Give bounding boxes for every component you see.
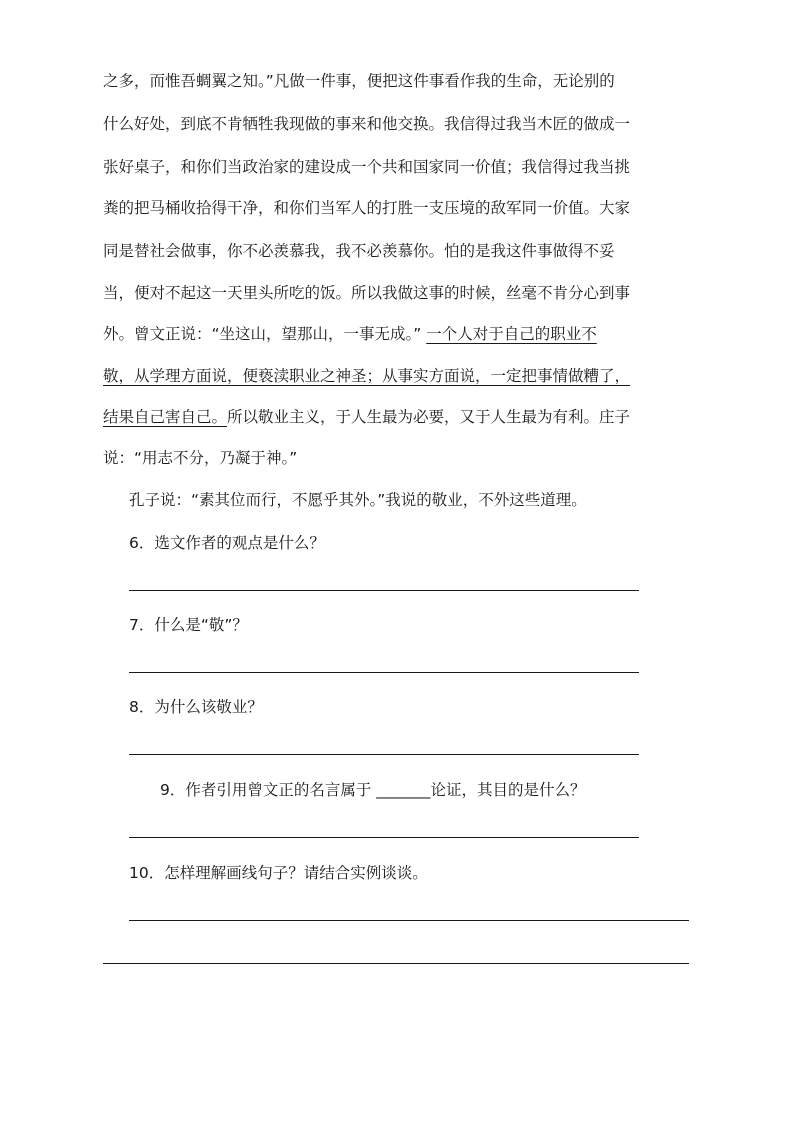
passage-line-7-plain: 外。曾文正说：“坐这山，望那山，一事无成。” — [103, 325, 427, 343]
answer-line-7[interactable] — [129, 672, 639, 673]
question-8: 8．为什么该敬业？ — [129, 698, 263, 716]
answer-line-10-a[interactable] — [129, 920, 689, 921]
question-9 — [160, 780, 586, 800]
passage-line-2: 什么好处，到底不肯牺牲我现做的事来和他交换。我信得过我当木匠的做成一 — [103, 115, 631, 133]
passage-line-6: 当，便对不起这一天里头所吃的饭。所以我做这事的时候，丝毫不肯分心到事 — [103, 284, 631, 302]
passage-line-10: 说：“用志不分，乃凝于神。” — [103, 449, 298, 467]
answer-line-6[interactable] — [129, 590, 639, 591]
passage-line-4: 粪的把马桶收拾得干净，和你们当军人的打胜一支压境的敌军同一价值。大家 — [103, 199, 631, 217]
passage-line-3: 张好桌子，和你们当政治家的建设成一个共和国家同一价值；我信得过我当挑 — [103, 158, 631, 176]
answer-line-8[interactable] — [129, 754, 639, 755]
passage-line-11: 孔子说：“素其位而行，不愿乎其外。”我说的敬业，不外这些道理。 — [129, 491, 587, 509]
question-9-text-after: 论证，其目的是什么？ — [430, 781, 586, 799]
passage-line-5: 同是替社会做事，你不必羡慕我，我不必羡慕你。怕的是我这件事做得不妥 — [103, 242, 615, 260]
passage-line-7 — [103, 324, 597, 344]
underlined-sentence-part-2: 敬，从学理方面说，便亵渎职业之神圣；从事实方面说，一定把事情做糟了， — [103, 367, 631, 385]
underlined-sentence-part-1: 一个人对于自己的职业不 — [426, 325, 597, 343]
passage-line-9-plain: 所以敬业主义，于人生最为必要，又于人生最为有利。庄子 — [227, 408, 631, 426]
answer-line-10-b[interactable] — [103, 963, 689, 964]
question-9-text-before: 9．作者引用曾文正的名言属于 — [160, 781, 377, 799]
question-6: 6．选文作者的观点是什么？ — [129, 534, 325, 552]
answer-line-9[interactable] — [129, 837, 639, 838]
question-10: 10．怎样理解画线句子？请结合实例谈谈。 — [129, 864, 428, 882]
underlined-sentence-part-3: 结果自己害自己。 — [103, 408, 228, 426]
question-9-fill-blank[interactable]: _______ — [376, 781, 431, 799]
question-7: 7．什么是“敬”？ — [129, 616, 248, 634]
passage-line-1: 之多，而惟吾蜩翼之知。”凡做一件事，便把这件事看作我的生命，无论别的 — [103, 72, 615, 90]
passage-line-9 — [103, 407, 630, 427]
